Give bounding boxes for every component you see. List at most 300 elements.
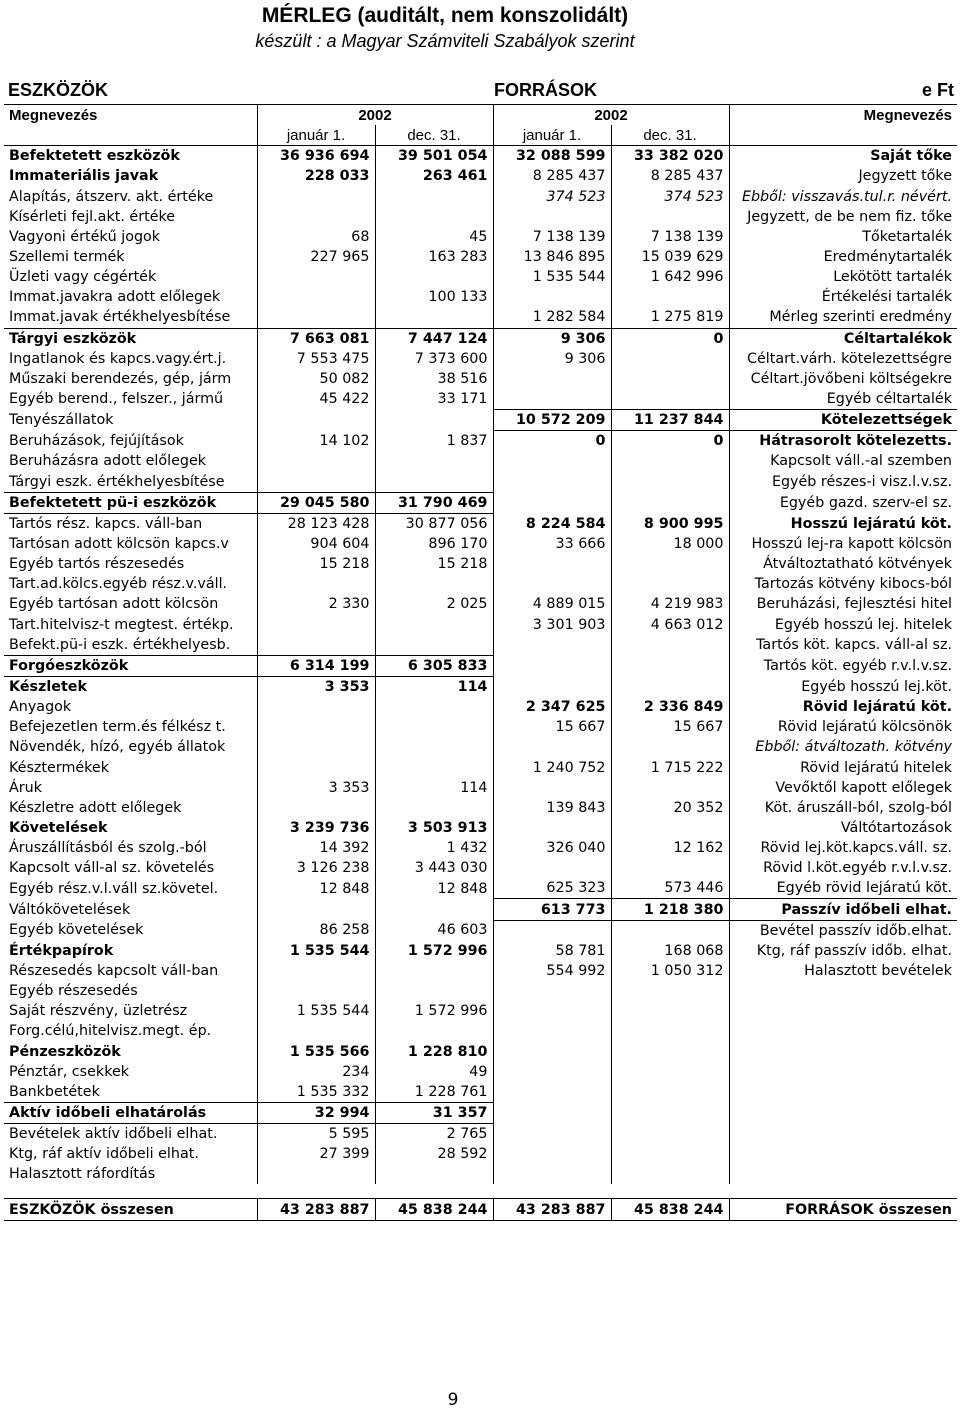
source-value-dec31: 0 <box>611 431 729 452</box>
asset-value-jan1 <box>257 635 375 656</box>
asset-value-dec31 <box>375 1021 493 1041</box>
ledger-row <box>4 1124 957 1145</box>
asset-name: Forgóeszközök <box>4 655 257 676</box>
asset-value-dec31: 896 170 <box>375 534 493 554</box>
source-name <box>729 1001 957 1021</box>
ledger-row <box>4 1041 957 1061</box>
source-value-jan1: 10 572 209 <box>493 410 611 431</box>
source-value-dec31 <box>611 635 729 656</box>
asset-name: Befejezetlen term.és félkész t. <box>9 719 226 736</box>
asset-value-jan1 <box>257 961 375 981</box>
header-sources-jan1: január 1. <box>493 125 611 146</box>
source-name: Saját tőke <box>729 146 957 167</box>
asset-value-dec31 <box>375 981 493 1001</box>
asset-value-dec31: 2 025 <box>375 594 493 614</box>
asset-value-jan1: 15 218 <box>257 554 375 574</box>
source-value-dec31: 573 446 <box>611 878 729 899</box>
asset-value-jan1: 27 399 <box>257 1144 375 1164</box>
asset-value-jan1: 234 <box>257 1062 375 1082</box>
asset-name: Áruk <box>9 779 42 796</box>
asset-name: Tárgyi eszközök <box>4 328 257 349</box>
source-name: Egyéb hosszú lej. hitelek <box>729 615 957 635</box>
source-value-jan1: 2 347 625 <box>493 697 611 717</box>
asset-name: Halasztott ráfordítás <box>9 1166 156 1183</box>
asset-name: Ktg, ráf aktív időbeli elhat. <box>9 1146 199 1163</box>
source-value-dec31 <box>611 1082 729 1103</box>
source-value-jan1: 8 224 584 <box>493 513 611 534</box>
ledger-row <box>4 187 957 207</box>
asset-value-dec31: 163 283 <box>375 247 493 267</box>
source-value-dec31: 2 336 849 <box>611 697 729 717</box>
ledger-row <box>4 227 957 247</box>
asset-name: Váltókövetelések <box>9 901 131 918</box>
source-value-dec31 <box>611 1001 729 1021</box>
ledger-row <box>4 207 957 227</box>
ledger-row <box>4 431 957 452</box>
source-name: Ebből: visszavás.tul.r. névért. <box>729 187 957 207</box>
source-value-dec31 <box>611 349 729 369</box>
ledger-row <box>4 472 957 493</box>
source-name: Köt. áruszáll-ból, szolg-ból <box>729 798 957 818</box>
asset-value-jan1: 1 535 332 <box>257 1082 375 1103</box>
source-value-jan1 <box>493 1062 611 1082</box>
source-value-jan1 <box>493 1021 611 1041</box>
ledger-row <box>4 615 957 635</box>
source-value-dec31: 8 900 995 <box>611 513 729 534</box>
balance-sheet-table <box>4 104 957 1221</box>
source-value-jan1: 1 282 584 <box>493 307 611 328</box>
source-value-jan1 <box>493 369 611 389</box>
source-value-dec31: 20 352 <box>611 798 729 818</box>
source-value-jan1 <box>493 920 611 941</box>
ledger-row <box>4 818 957 838</box>
ledger-row <box>4 1082 957 1103</box>
header-assets-dec31: dec. 31. <box>375 125 493 146</box>
ledger-row <box>4 878 957 899</box>
asset-value-jan1: 28 123 428 <box>257 513 375 534</box>
asset-value-dec31: 33 171 <box>375 389 493 410</box>
source-name: Egyéb rövid lejáratú köt. <box>729 878 957 899</box>
source-name: Váltótartozások <box>729 818 957 838</box>
ledger-row <box>4 492 957 513</box>
header-sources-dec31: dec. 31. <box>611 125 729 146</box>
asset-value-jan1 <box>257 472 375 493</box>
asset-name: Részesedés kapcsolt váll-ban <box>9 962 219 979</box>
asset-value-jan1 <box>257 758 375 778</box>
source-name: Beruházási, fejlesztési hitel <box>729 594 957 614</box>
asset-value-jan1: 32 994 <box>257 1102 375 1123</box>
source-name: Lekötött tartalék <box>729 267 957 287</box>
source-name: Mérleg szerinti eredmény <box>729 307 957 328</box>
asset-value-dec31: 31 357 <box>375 1102 493 1123</box>
source-value-jan1: 326 040 <box>493 838 611 858</box>
ledger-row <box>4 1164 957 1184</box>
source-name: Rövid lej.köt.kapcs.váll. sz. <box>729 838 957 858</box>
asset-name: Üzleti vagy cégérték <box>9 269 157 286</box>
source-name <box>729 1082 957 1103</box>
ledger-row <box>4 369 957 389</box>
ledger-row <box>4 697 957 717</box>
ledger-row <box>4 981 957 1001</box>
source-value-dec31 <box>611 574 729 594</box>
ledger-row <box>4 166 957 186</box>
source-name: Céltartalékok <box>729 328 957 349</box>
asset-name: Beruházások, fejújítások <box>9 433 184 450</box>
ledger-row <box>4 146 957 167</box>
ledger-row <box>4 961 957 981</box>
asset-value-dec31: 38 516 <box>375 369 493 389</box>
source-value-dec31 <box>611 920 729 941</box>
asset-value-jan1 <box>257 410 375 431</box>
ledger-row <box>4 594 957 614</box>
source-name: Jegyzett tőke <box>729 166 957 186</box>
asset-value-dec31: 1 432 <box>375 838 493 858</box>
source-value-jan1 <box>493 472 611 493</box>
asset-name: Forg.célú,hitelvisz.megt. ép. <box>9 1023 212 1040</box>
asset-value-dec31: 6 305 833 <box>375 655 493 676</box>
asset-name: Pénzeszközök <box>9 1043 121 1060</box>
source-name: Tartozás kötvény kibocs-ból <box>729 574 957 594</box>
asset-name: Tenyészállatok <box>9 412 114 429</box>
asset-value-dec31 <box>375 635 493 656</box>
source-value-jan1 <box>493 1102 611 1123</box>
asset-name: Áruszállításból és szolg.-ból <box>9 840 207 857</box>
source-value-dec31: 15 667 <box>611 717 729 737</box>
source-name <box>729 1021 957 1041</box>
header-row-years <box>4 105 957 126</box>
source-value-dec31 <box>611 492 729 513</box>
asset-value-dec31 <box>375 267 493 287</box>
asset-name: Vagyoni értékű jogok <box>9 228 161 245</box>
asset-value-dec31 <box>375 798 493 818</box>
asset-value-jan1 <box>257 615 375 635</box>
asset-value-jan1: 3 353 <box>257 778 375 798</box>
asset-name: Aktív időbeli elhatárolás <box>4 1102 257 1123</box>
asset-name: Anyagok <box>9 699 72 716</box>
source-name: Rövid lejáratú hitelek <box>729 758 957 778</box>
source-name: Hátrasorolt kötelezetts. <box>729 431 957 452</box>
source-name <box>729 1144 957 1164</box>
source-name: Kapcsolt váll.-al szemben <box>729 451 957 471</box>
source-value-dec31 <box>611 554 729 574</box>
asset-value-jan1 <box>257 1164 375 1184</box>
asset-value-jan1 <box>257 899 375 920</box>
asset-value-dec31 <box>375 615 493 635</box>
asset-name: Kísérleti fejl.akt. értéke <box>9 208 176 225</box>
source-value-jan1 <box>493 655 611 676</box>
ledger-row <box>4 389 957 410</box>
asset-name: Befekt.pü-i eszk. értékhelyesb. <box>9 636 231 653</box>
asset-value-dec31: 28 592 <box>375 1144 493 1164</box>
asset-value-dec31: 2 765 <box>375 1124 493 1145</box>
source-name: Tartós köt. egyéb r.v.l.v.sz. <box>729 655 957 676</box>
asset-value-jan1: 14 102 <box>257 431 375 452</box>
ledger-row <box>4 1144 957 1164</box>
source-name: Eredménytartalék <box>729 247 957 267</box>
asset-name: Követelések <box>9 819 108 836</box>
assets-total-label: ESZKÖZÖK összesen <box>4 1199 257 1220</box>
header-assets-jan1: január 1. <box>257 125 375 146</box>
source-value-dec31 <box>611 858 729 878</box>
source-value-jan1: 0 <box>493 431 611 452</box>
asset-value-jan1: 86 258 <box>257 920 375 941</box>
asset-name: Szellemi termék <box>9 249 125 266</box>
asset-value-dec31: 263 461 <box>375 166 493 186</box>
asset-value-dec31 <box>375 758 493 778</box>
source-value-dec31 <box>611 1164 729 1184</box>
asset-name: Bevételek aktív időbeli elhat. <box>9 1126 218 1143</box>
ledger-row <box>4 899 957 920</box>
asset-value-dec31: 30 877 056 <box>375 513 493 534</box>
source-value-dec31: 1 218 380 <box>611 899 729 920</box>
asset-value-jan1: 7 663 081 <box>257 328 375 349</box>
source-value-jan1: 3 301 903 <box>493 615 611 635</box>
source-value-jan1: 374 523 <box>493 187 611 207</box>
ledger-row <box>4 838 957 858</box>
ledger-row <box>4 635 957 656</box>
asset-value-jan1: 68 <box>257 227 375 247</box>
source-value-dec31 <box>611 818 729 838</box>
asset-value-jan1 <box>257 187 375 207</box>
asset-value-dec31 <box>375 410 493 431</box>
asset-name: Tartós rész. kapcs. váll-ban <box>9 515 203 532</box>
asset-value-jan1 <box>257 451 375 471</box>
source-name <box>729 1041 957 1061</box>
source-value-jan1 <box>493 1144 611 1164</box>
asset-value-jan1 <box>257 981 375 1001</box>
source-value-dec31: 1 642 996 <box>611 267 729 287</box>
ledger-row <box>4 513 957 534</box>
source-value-jan1 <box>493 1001 611 1021</box>
asset-value-jan1 <box>257 697 375 717</box>
source-value-dec31: 12 162 <box>611 838 729 858</box>
asset-value-jan1 <box>257 287 375 307</box>
ledger-row <box>4 534 957 554</box>
asset-name: Egyéb részesedés <box>9 983 138 1000</box>
asset-value-dec31: 12 848 <box>375 878 493 899</box>
asset-value-jan1: 228 033 <box>257 166 375 186</box>
source-name <box>729 981 957 1001</box>
ledger-row <box>4 1102 957 1123</box>
source-value-jan1: 625 323 <box>493 878 611 899</box>
asset-value-jan1: 1 535 566 <box>257 1041 375 1061</box>
source-value-dec31: 1 275 819 <box>611 307 729 328</box>
source-value-dec31 <box>611 737 729 757</box>
assets-total-jan1: 43 283 887 <box>257 1199 375 1220</box>
source-name: Halasztott bevételek <box>729 961 957 981</box>
asset-value-dec31 <box>375 697 493 717</box>
asset-value-dec31: 49 <box>375 1062 493 1082</box>
source-name: Céltart.jövőbeni költségekre <box>729 369 957 389</box>
asset-value-jan1 <box>257 267 375 287</box>
asset-value-dec31 <box>375 472 493 493</box>
asset-name: Készletre adott előlegek <box>9 799 182 816</box>
asset-value-dec31 <box>375 737 493 757</box>
asset-name: Egyéb berend., felszer., jármű <box>9 391 224 408</box>
ledger-row <box>4 941 957 961</box>
asset-value-jan1: 1 535 544 <box>257 1001 375 1021</box>
asset-name: Bankbetétek <box>9 1083 100 1100</box>
asset-value-jan1 <box>257 574 375 594</box>
source-name: Jegyzett, de be nem fiz. tőke <box>729 207 957 227</box>
source-value-dec31: 8 285 437 <box>611 166 729 186</box>
source-value-jan1: 58 781 <box>493 941 611 961</box>
ledger-row <box>4 655 957 676</box>
source-value-dec31: 11 237 844 <box>611 410 729 431</box>
asset-value-jan1: 45 422 <box>257 389 375 410</box>
asset-value-dec31: 7 447 124 <box>375 328 493 349</box>
ledger-row <box>4 328 957 349</box>
asset-value-dec31 <box>375 717 493 737</box>
ledger-row <box>4 920 957 941</box>
source-value-dec31 <box>611 1062 729 1082</box>
header-row-dates <box>4 125 957 146</box>
source-value-dec31: 15 039 629 <box>611 247 729 267</box>
source-value-jan1: 8 285 437 <box>493 166 611 186</box>
source-name: Értékelési tartalék <box>729 287 957 307</box>
asset-name: Tartósan adott kölcsön kapcs.v <box>9 536 229 553</box>
source-value-dec31 <box>611 655 729 676</box>
source-value-jan1 <box>493 981 611 1001</box>
source-name: Egyéb gazd. szerv-el sz. <box>729 492 957 513</box>
asset-value-dec31: 46 603 <box>375 920 493 941</box>
asset-value-dec31 <box>375 207 493 227</box>
asset-name: Beruházásra adott előlegek <box>9 453 207 470</box>
source-value-dec31 <box>611 287 729 307</box>
ledger-row <box>4 1021 957 1041</box>
ledger-row <box>4 554 957 574</box>
source-value-dec31 <box>611 207 729 227</box>
asset-value-jan1: 29 045 580 <box>257 492 375 513</box>
ledger-row <box>4 349 957 369</box>
sources-section-heading: FORRÁSOK <box>494 80 597 100</box>
asset-name: Immat.javakra adott előlegek <box>9 289 221 306</box>
assets-total-dec31: 45 838 244 <box>375 1199 493 1220</box>
source-value-jan1 <box>493 858 611 878</box>
asset-value-dec31: 15 218 <box>375 554 493 574</box>
source-name: Rövid lejáratú kölcsönök <box>729 717 957 737</box>
source-value-jan1 <box>493 554 611 574</box>
asset-value-jan1 <box>257 798 375 818</box>
source-value-jan1 <box>493 389 611 410</box>
source-value-dec31 <box>611 389 729 410</box>
source-name: Átváltoztatható kötvények <box>729 554 957 574</box>
ledger-row <box>4 247 957 267</box>
source-value-dec31 <box>611 369 729 389</box>
ledger-row <box>4 1062 957 1082</box>
ledger-row <box>4 287 957 307</box>
source-value-dec31 <box>611 778 729 798</box>
source-value-jan1: 7 138 139 <box>493 227 611 247</box>
sources-total-jan1: 43 283 887 <box>493 1199 611 1220</box>
asset-value-dec31: 114 <box>375 676 493 697</box>
asset-value-jan1: 3 353 <box>257 676 375 697</box>
source-value-dec31: 1 715 222 <box>611 758 729 778</box>
source-value-jan1: 33 666 <box>493 534 611 554</box>
header-name-right: Megnevezés <box>729 105 957 126</box>
asset-value-jan1 <box>257 207 375 227</box>
source-name: Ebből: átváltozath. kötvény <box>729 737 957 757</box>
source-value-jan1: 4 889 015 <box>493 594 611 614</box>
asset-name: Alapítás, átszerv. akt. értéke <box>9 188 214 205</box>
asset-value-jan1: 1 535 544 <box>257 941 375 961</box>
source-name: Rövid l.köt.egyéb r.v.l.v.sz. <box>729 858 957 878</box>
source-name: Hosszú lejáratú köt. <box>729 513 957 534</box>
source-value-dec31 <box>611 451 729 471</box>
source-value-dec31 <box>611 1144 729 1164</box>
source-value-jan1: 9 306 <box>493 328 611 349</box>
ledger-row <box>4 778 957 798</box>
asset-value-jan1: 14 392 <box>257 838 375 858</box>
source-name: Tartós köt. kapcs. váll-al sz. <box>729 635 957 656</box>
ledger-row <box>4 717 957 737</box>
source-value-jan1 <box>493 207 611 227</box>
asset-value-jan1 <box>257 307 375 328</box>
ledger-row <box>4 574 957 594</box>
asset-value-dec31: 1 228 810 <box>375 1041 493 1061</box>
source-value-dec31: 7 138 139 <box>611 227 729 247</box>
page-subtitle: készült : a Magyar Számviteli Szabályok szerint <box>255 31 635 51</box>
source-name <box>729 1124 957 1145</box>
asset-name: Egyéb tartósan adott kölcsön <box>9 596 219 613</box>
ledger-row <box>4 1001 957 1021</box>
source-value-jan1: 15 667 <box>493 717 611 737</box>
source-value-dec31 <box>611 1102 729 1123</box>
source-value-dec31: 0 <box>611 328 729 349</box>
asset-value-dec31: 39 501 054 <box>375 146 493 167</box>
source-value-jan1 <box>493 451 611 471</box>
asset-value-dec31 <box>375 961 493 981</box>
asset-name: Műszaki berendezés, gép, járm <box>9 370 232 387</box>
source-value-jan1 <box>493 287 611 307</box>
source-name: Egyéb hosszú lej.köt. <box>729 676 957 697</box>
ledger-row <box>4 676 957 697</box>
source-value-jan1 <box>493 574 611 594</box>
source-value-dec31: 18 000 <box>611 534 729 554</box>
asset-name: Befektetett pü-i eszközök <box>4 492 257 513</box>
total-row <box>4 1199 957 1220</box>
asset-value-dec31 <box>375 451 493 471</box>
source-name: Vevőktől kapott előlegek <box>729 778 957 798</box>
ledger-row <box>4 267 957 287</box>
asset-value-dec31 <box>375 1164 493 1184</box>
asset-name: Késztermékek <box>9 759 110 776</box>
source-name: Egyéb részes-i visz.l.v.sz. <box>729 472 957 493</box>
source-value-jan1: 13 846 895 <box>493 247 611 267</box>
source-name: Bevétel passzív időb.elhat. <box>729 920 957 941</box>
source-value-jan1 <box>493 1124 611 1145</box>
asset-name: Egyéb tartós részesedés <box>9 556 185 573</box>
source-value-dec31: 374 523 <box>611 187 729 207</box>
asset-value-dec31: 3 503 913 <box>375 818 493 838</box>
ledger-row <box>4 858 957 878</box>
asset-name: Növendék, hízó, egyéb állatok <box>9 739 226 756</box>
asset-name: Ingatlanok és kapcs.vagy.ért.j. <box>9 350 227 367</box>
asset-name: Tárgyi eszk. értékhelyesbítése <box>9 473 225 490</box>
asset-name: Tart.hitelvisz-t megtest. értékp. <box>9 616 234 633</box>
asset-value-jan1: 227 965 <box>257 247 375 267</box>
source-value-jan1 <box>493 492 611 513</box>
source-name <box>729 1164 957 1184</box>
asset-name: Készletek <box>9 679 87 695</box>
source-value-jan1: 613 773 <box>493 899 611 920</box>
asset-value-jan1: 5 595 <box>257 1124 375 1145</box>
source-value-jan1: 554 992 <box>493 961 611 981</box>
asset-name: Immat.javak értékhelyesbítése <box>9 309 231 326</box>
asset-value-dec31: 1 572 996 <box>375 1001 493 1021</box>
source-value-dec31 <box>611 676 729 697</box>
asset-value-dec31: 100 133 <box>375 287 493 307</box>
